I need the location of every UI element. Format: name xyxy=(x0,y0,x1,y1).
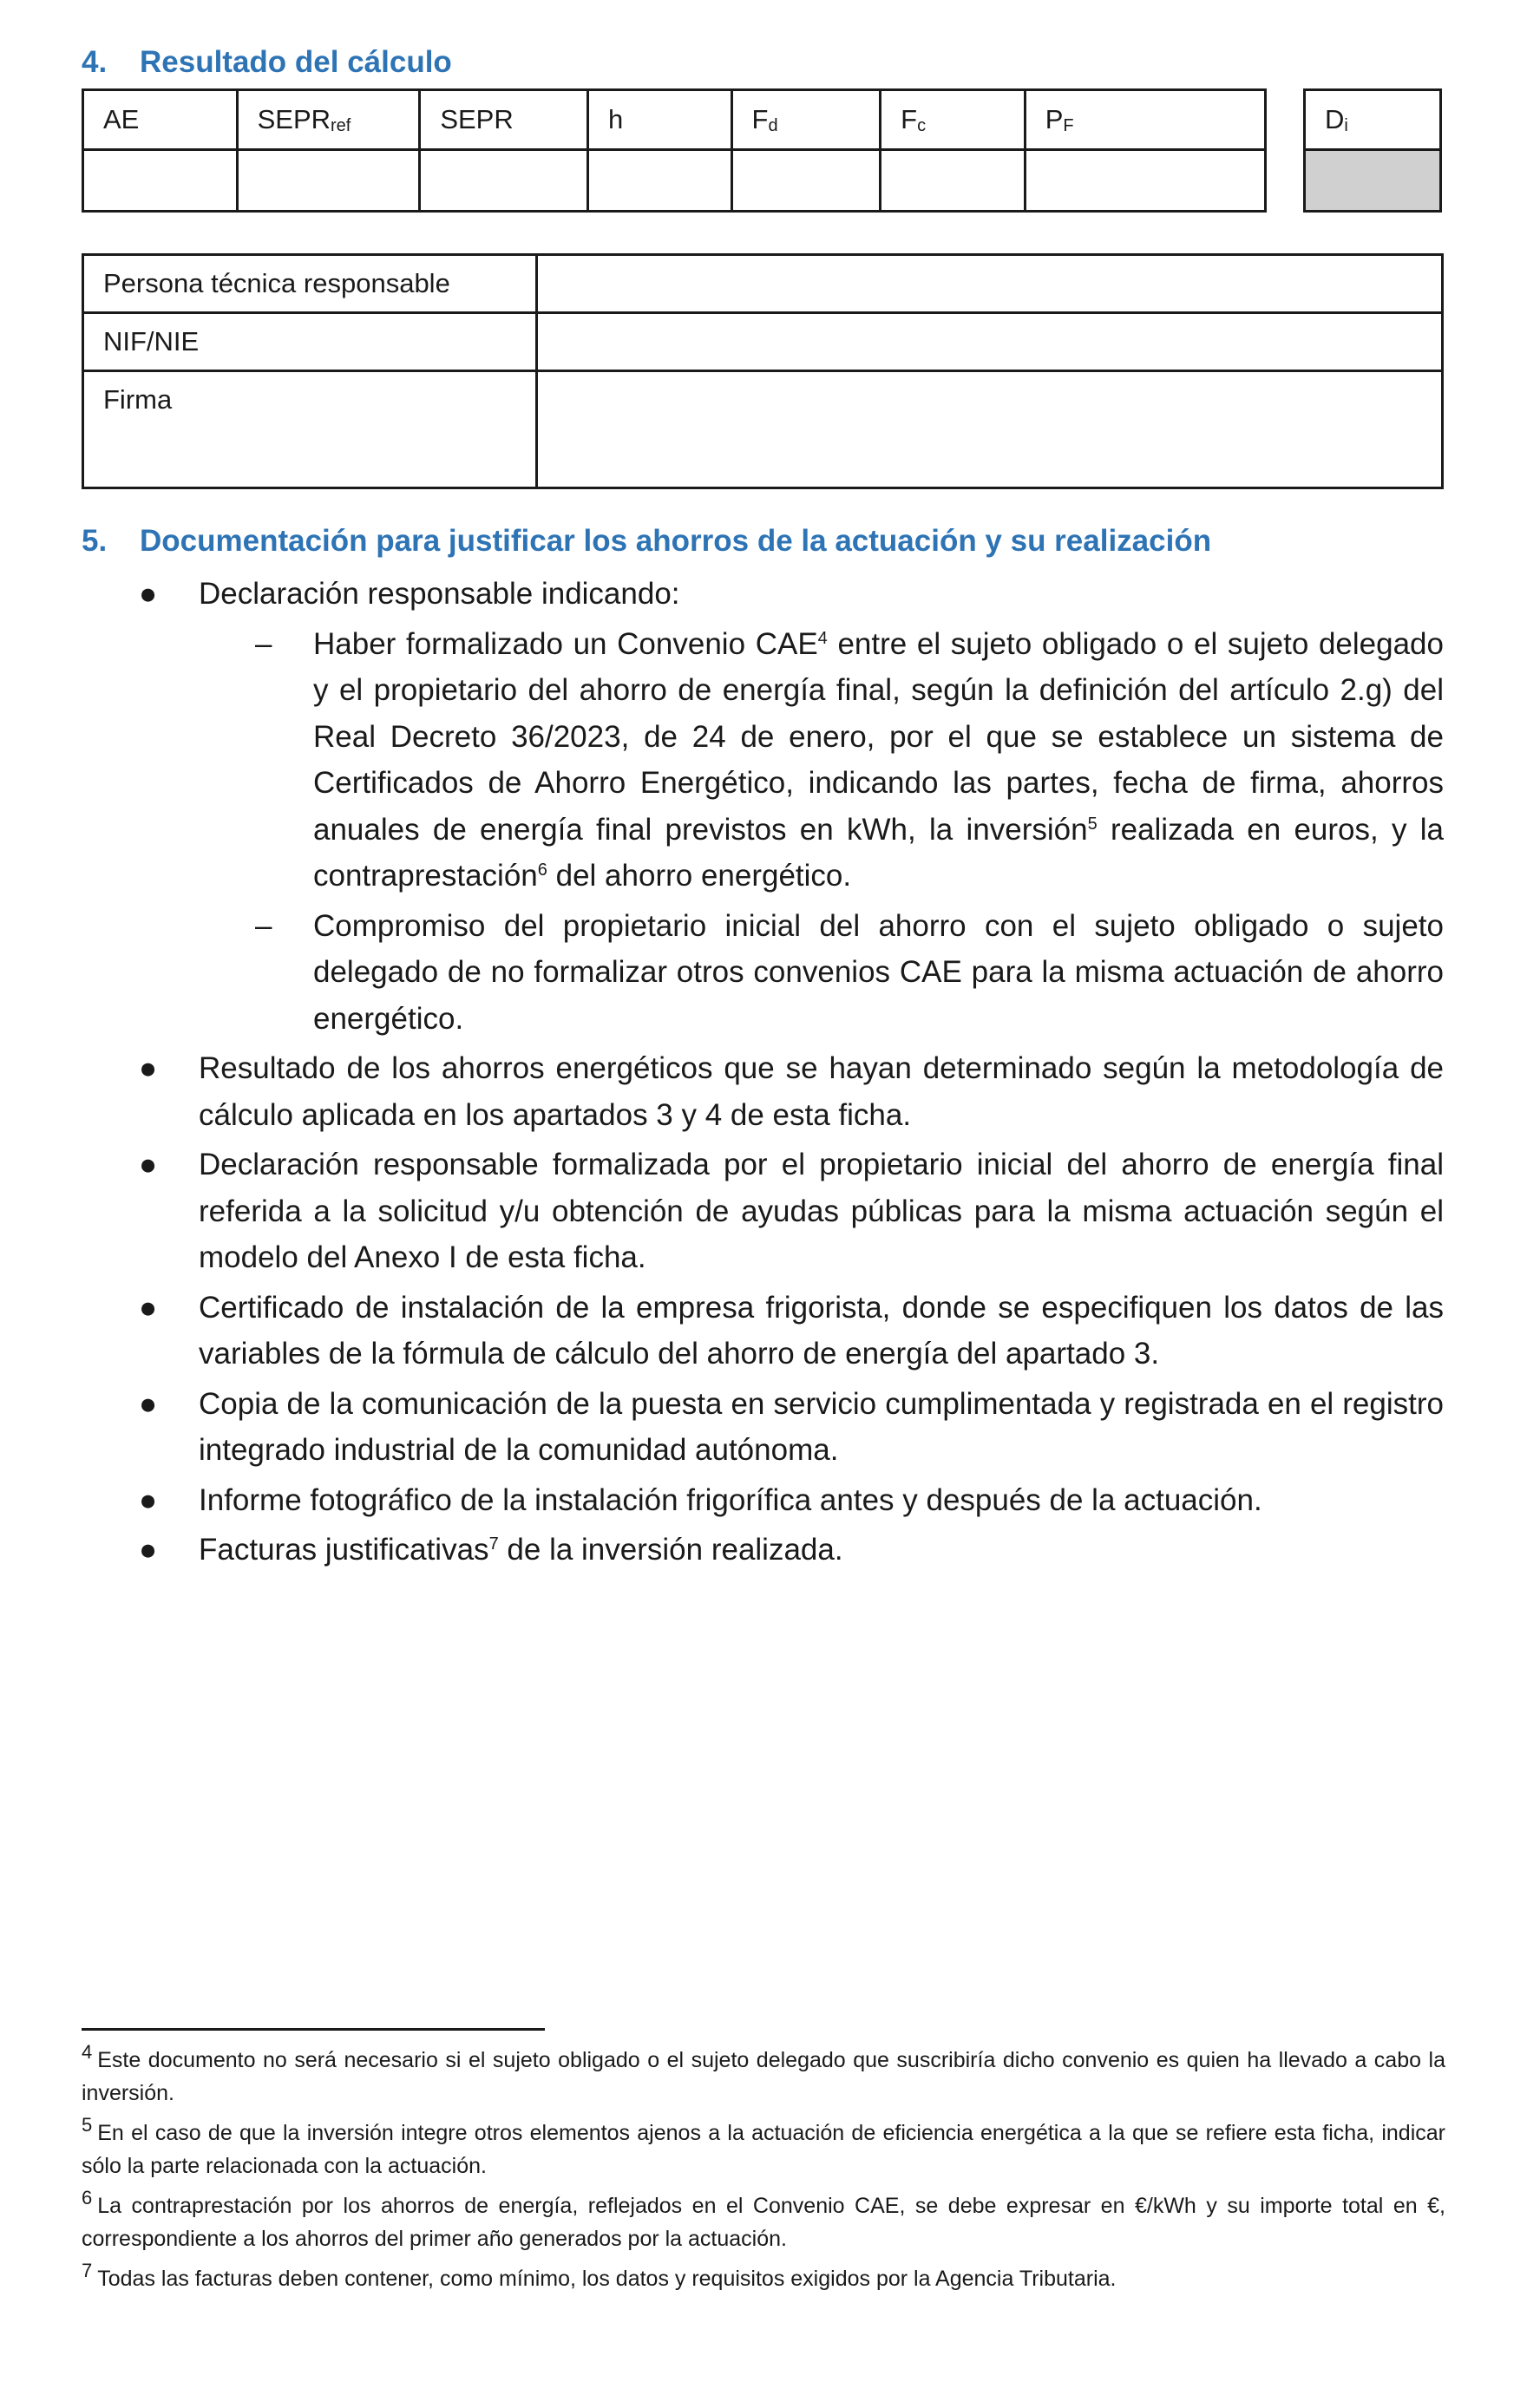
bullet-icon: ● xyxy=(139,1482,158,1517)
column-header-ae: AE xyxy=(83,90,238,150)
sub-list-item: – Compromiso del propietario inicial del ahorro con el sujeto obligado o sujeto delegado de no formalizar otros convenios CAE para la misma actuación de ahorro energético. xyxy=(82,903,1444,1043)
bullet-icon: ● xyxy=(139,1386,158,1421)
label-technician: Persona técnica responsable xyxy=(83,255,537,313)
list-item: ● Copia de la comunicación de la puesta en servicio cumplimentada y registrada en el registro integrado industrial de la comunidad autónoma. xyxy=(82,1381,1444,1474)
footnote: $^7$ Todas las facturas deben contener, como mínimo, los datos y requisitos exigidos por la Agencia Tributaria. xyxy=(82,2260,1117,2291)
label-firma: Firma xyxy=(83,371,537,488)
column-header-di: Di xyxy=(1305,90,1441,150)
documentation-list xyxy=(82,571,1444,1574)
footnote: $^5$ En el caso de que la inversión integre otros elementos ajenos a la actuación de eficiencia energética a la que se refiere esta ficha, indicar sólo la parte relacionada con la actuación. xyxy=(82,2114,1445,2178)
section-title: Resultado del cálculo xyxy=(140,45,452,79)
bullet-icon: ● xyxy=(139,1533,158,1567)
bullet-icon: ● xyxy=(139,1051,158,1085)
table-header-row xyxy=(1305,90,1441,150)
list-item: ● Informe fotográfico de la instalación frigorífica antes y después de la actuación. xyxy=(82,1477,1444,1524)
footnote: $^4$ Este documento no será necesario si el sujeto obligado o el sujeto delegado que suscribiría dicho convenio es quien ha llevado a cabo la inversión. xyxy=(82,2041,1445,2105)
section-5-heading xyxy=(82,522,1211,560)
value-cell-fd[interactable] xyxy=(731,150,881,212)
list-item: ● Facturas justificativas$^7$ de la inversión realizada. xyxy=(82,1527,1444,1574)
column-header-fc: Fc xyxy=(881,90,1026,150)
value-cell-sepr-ref[interactable] xyxy=(237,150,420,212)
table-value-row xyxy=(1305,150,1441,212)
calculation-result-table xyxy=(82,88,1267,213)
field-nif-nie[interactable] xyxy=(537,313,1443,371)
value-cell-h[interactable] xyxy=(588,150,732,212)
bullet-icon: ● xyxy=(139,1290,158,1325)
sub-list-item: – Haber formalizado un Convenio CAE$^4$ entre el sujeto obligado o el sujeto delegado y el propietario del ahorro de energía final, según la definición del artículo 2.g) del Real Decreto 36/2023, de 24 de enero, por el que se establece un sistema de Certificados de Ahorro Energético, indicando las partes, fecha de firma, ahorros anuales de energía final previstos en kWh, la inversión$^5$ realizada en euros, y la contraprestación$^6$ del ahorro energético. xyxy=(82,621,1444,900)
table-header-row xyxy=(83,90,1266,150)
value-cell-fc[interactable] xyxy=(881,150,1026,212)
footnotes xyxy=(82,2041,1445,2302)
table-row xyxy=(83,313,1443,371)
label-nif-nie: NIF/NIE xyxy=(83,313,537,371)
dash-icon: – xyxy=(255,626,272,661)
value-cell-pf[interactable] xyxy=(1025,150,1265,212)
column-header-h: h xyxy=(588,90,732,150)
table-row xyxy=(83,371,1443,488)
section-number: 4. xyxy=(82,45,108,79)
table-row xyxy=(83,255,1443,313)
bullet-icon: ● xyxy=(139,1148,158,1181)
result-di-table xyxy=(1303,88,1442,213)
section-4-heading xyxy=(82,43,452,82)
list-item: ● Declaración responsable formalizada por el propietario inicial del ahorro de energía final referida a la solicitud y/u obtención de ayudas públicas para la misma actuación según el modelo del Anexo I de esta ficha. xyxy=(82,1142,1444,1281)
column-header-fd: Fd xyxy=(731,90,881,150)
section-title: Documentación para justificar los ahorros de la actuación y su realización xyxy=(140,524,1212,558)
column-header-pf: PF xyxy=(1025,90,1265,150)
footnote: $^6$ La contraprestación por los ahorros de energía, reflejados en el Convenio CAE, se debe expresar en €/kWh y su importe total en €, correspondiente a los ahorros del primer año generados por la actuación. xyxy=(82,2187,1445,2251)
value-cell-ae[interactable] xyxy=(83,150,238,212)
value-cell-sepr[interactable] xyxy=(420,150,588,212)
list-item: ● Resultado de los ahorros energéticos que se hayan determinado según la metodología de cálculo aplicada en los apartados 3 y 4 de esta ficha. xyxy=(82,1045,1444,1138)
dash-icon: – xyxy=(255,908,272,943)
field-technician[interactable] xyxy=(537,255,1443,313)
table-value-row xyxy=(83,150,1266,212)
bullet-icon: ● xyxy=(139,577,158,611)
footnote-separator xyxy=(82,2028,545,2031)
value-cell-di[interactable] xyxy=(1305,150,1441,212)
list-item: ● Declaración responsable indicando: – Haber formalizado un Convenio CAE$^4$ entre el sujeto obligado o el sujeto delegado y el propietario del ahorro de energía final, según la definición del artículo 2.g) del Real Decreto 36/2023, de 24 de enero, por el que se establece un sistema de Certificados de Ahorro Energético, indicando las partes, fecha de firma, ahorros anuales de energía final previstos en kWh, la inversión$^5$ realizada en euros, y la contraprestación$^6$ del ahorro energético. – Compromiso del propietario inicial del ahorro con el sujeto obligado o sujeto delegado de no formalizar otros convenios CAE para la misma actuación de ahorro energético. xyxy=(82,571,1444,1042)
column-header-sepr-ref: SEPRref xyxy=(237,90,420,150)
section-number: 5. xyxy=(82,524,108,558)
column-header-sepr: SEPR xyxy=(420,90,588,150)
field-firma[interactable] xyxy=(537,371,1443,488)
technician-table xyxy=(82,253,1444,489)
list-item: ● Certificado de instalación de la empresa frigorista, donde se especifiquen los datos de las variables de la fórmula de cálculo del ahorro de energía del apartado 3. xyxy=(82,1285,1444,1377)
